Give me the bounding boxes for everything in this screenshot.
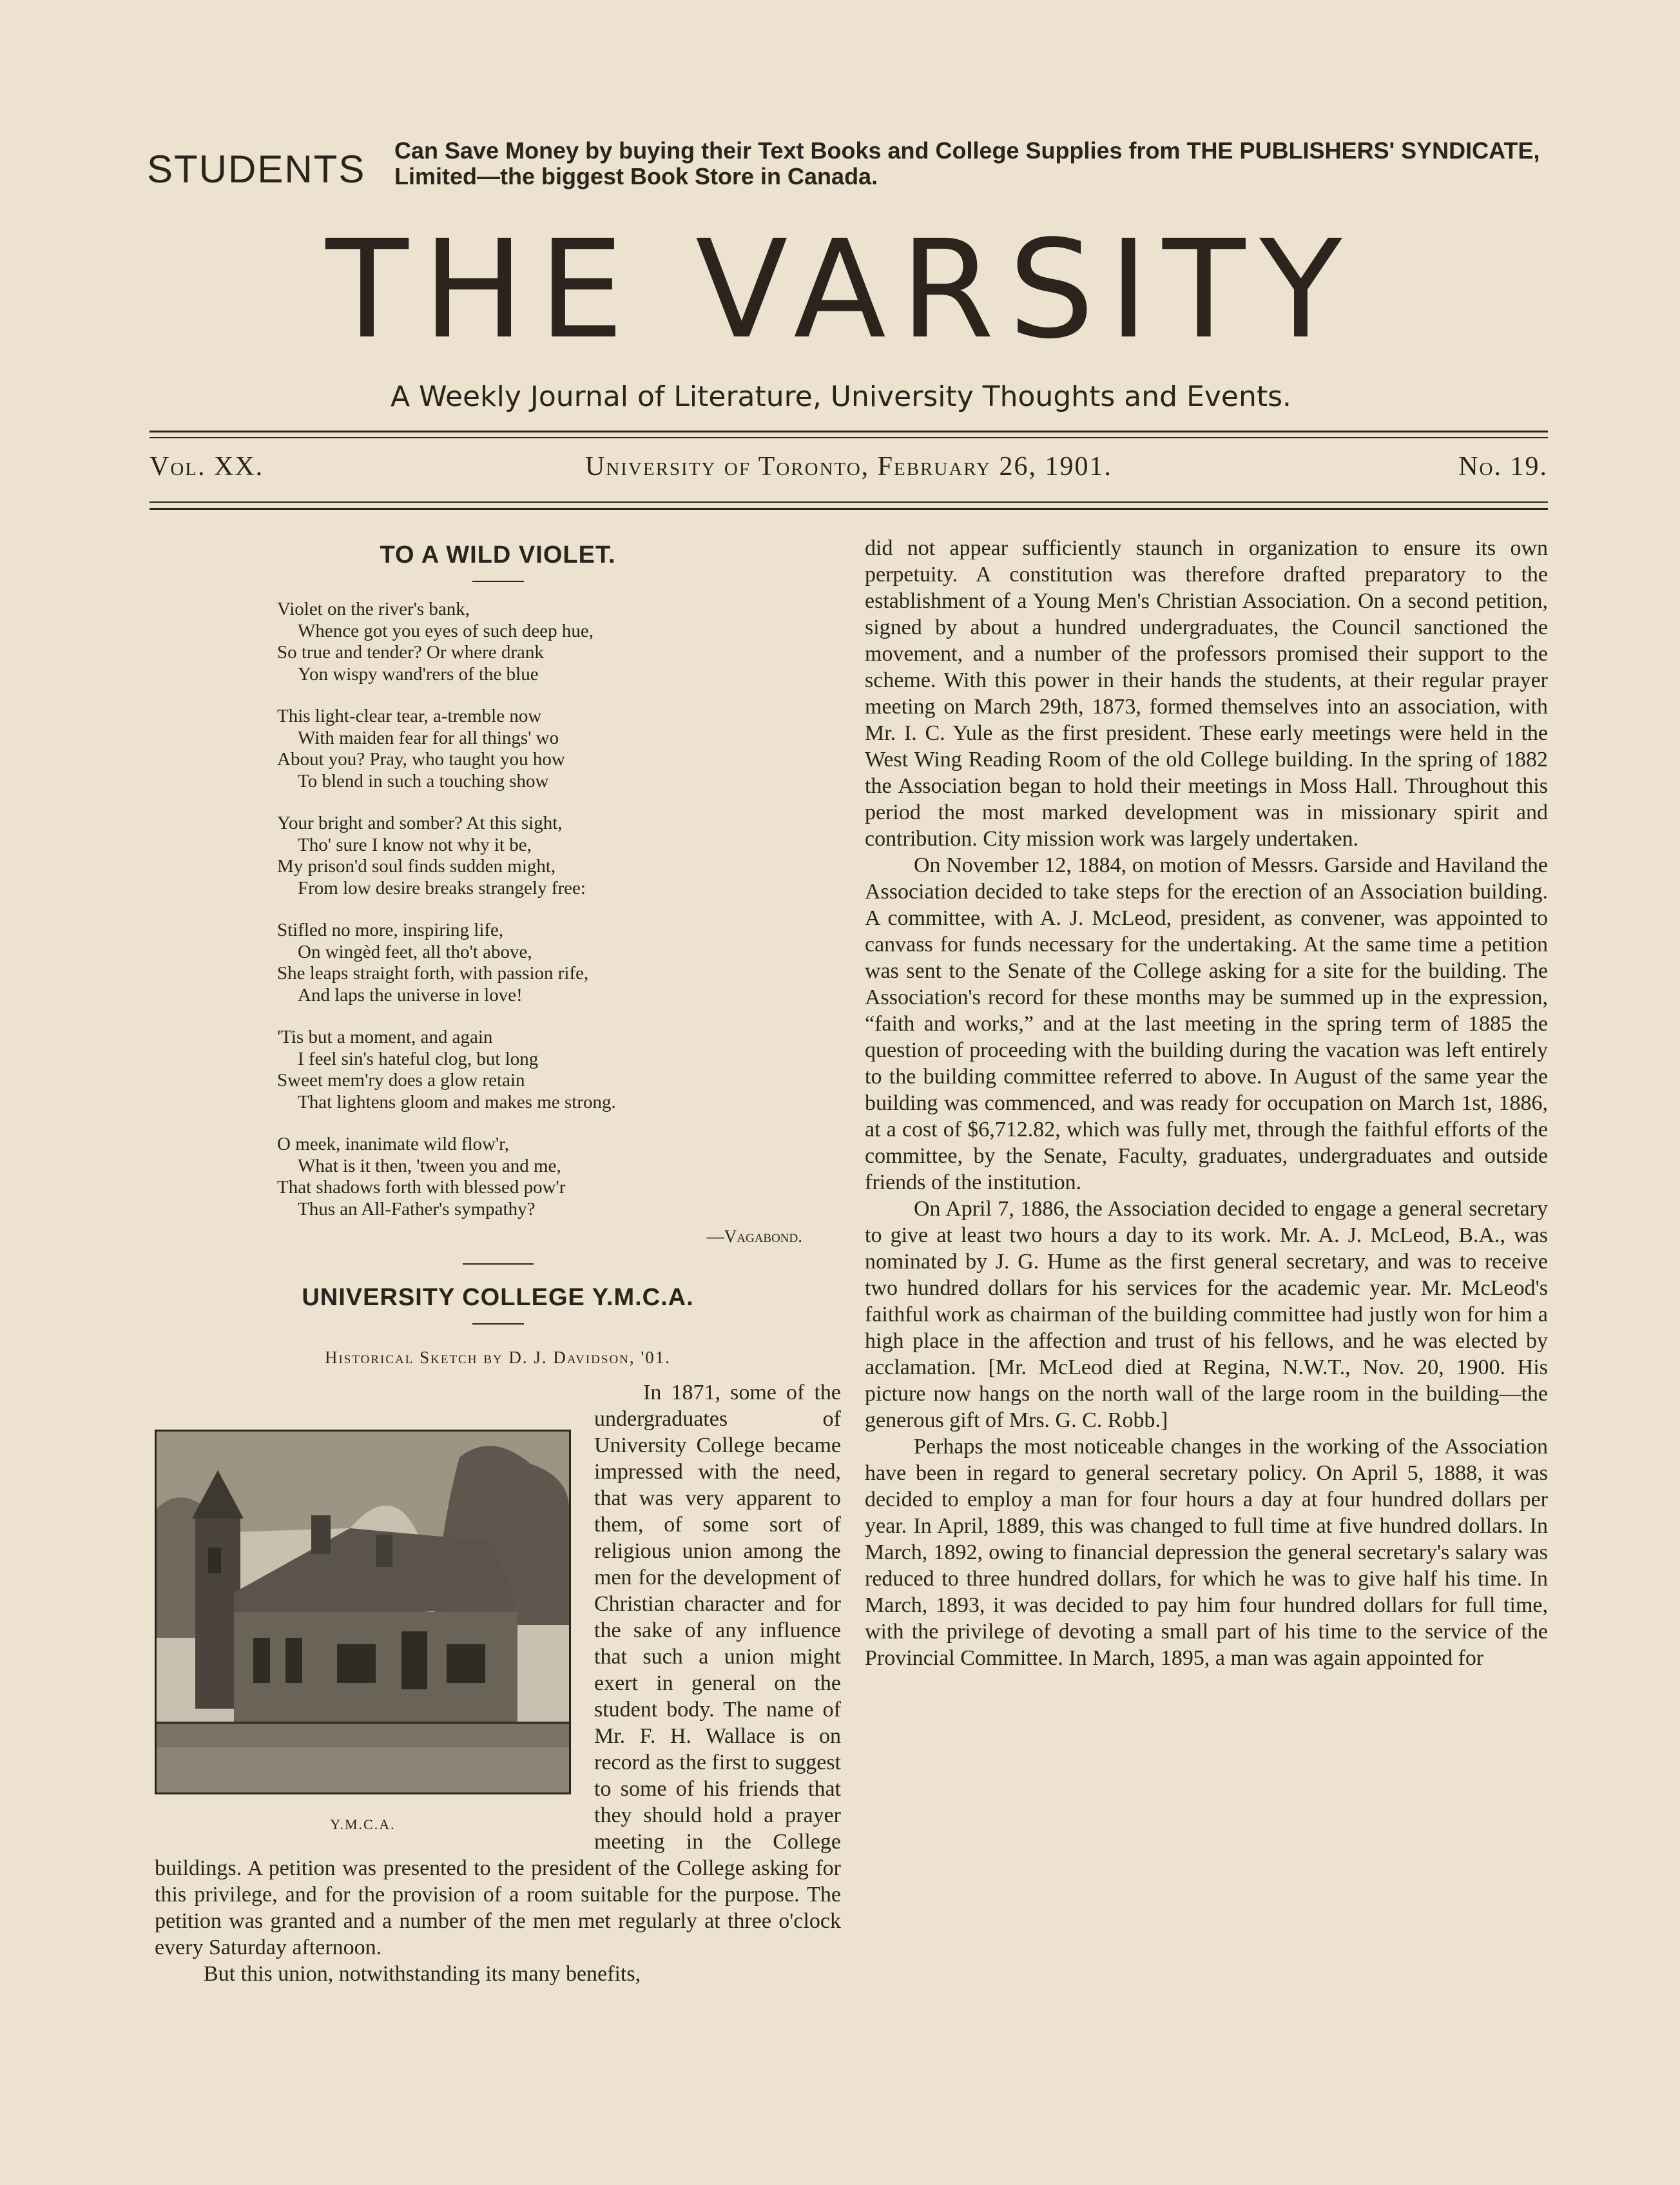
issue-place-date: University of Toronto, February 26, 1901. [585,452,1112,481]
poem-stanza [277,813,841,899]
poem-stanza [277,706,841,792]
poem-line: Sweet mem'ry does a glow retain [277,1070,525,1091]
poem-stanza [277,599,841,685]
poem-line: 'Tis but a moment, and again [277,1027,493,1047]
masthead-title: THE VARSITY [325,211,1357,369]
poem-line: O meek, inanimate wild flow'r, [277,1134,510,1154]
poem-line: On wingèd feet, all tho't above, [298,941,532,962]
advertisement-banner [147,135,1552,193]
article-paragraph: On April 7, 1886, the Association decided to engage a general secretary to give at least two hours a day to its work. Mr. A. J. McLeod, B.A., was nominated by J. G. Hume as the first general secretary, and was to receive two hundred dollars for his services for the academic year. Mr. McLeod's faithful work as chairman of the building committee had justly won for him a high place in the affection and trust of his fellows, and he was elected by acclamation. [Mr. McLeod died at Regina, N.W.T., Nov. 20, 1900. His picture now hangs on the north wall of the large room in the building—the generous gift of Mrs. G. C. Robb.] [865,1197,1548,1432]
issue-line [150,451,1548,490]
poem-line: My prison'd soul finds sudden might, [277,856,556,877]
header-rule-bottom [150,508,1548,510]
article-title: UNIVERSITY COLLEGE Y.M.C.A. [302,1284,694,1311]
poem-stanza [277,1027,841,1113]
poem-line: This light-clear tear, a-tremble now [277,706,542,726]
poem-line: About you? Pray, who taught you how [277,749,565,770]
article-paragraph: Perhaps the most noticeable changes in the working of the Association have been in regard to general secretary policy. On April 5, 1888, it was decided to employ a man for four hours a day at four hundred dollars per year. In April, 1889, this was changed to full time at five hundred dollars. In March, 1892, owing to financial depression the general secretary's salary was reduced to three hundred dollars, for which he was to give half his time. In March, 1893, it was decided to pay him four hundred dollars for full time, with the privilege of devoting a small part of his time to the service of the Provincial Committee. In March, 1895, a man was again appointed for [865,1435,1548,1670]
ymca-building-photo [155,1430,571,1794]
figure-caption: Y.M.C.A. [330,1816,396,1832]
advertisement-text: Can Save Money by buying their Text Books and College Supplies from THE PUBLISHERS' SYNDICATE, Limited—the biggest Book Store in Canada. [394,137,1540,189]
poem-line: Thus an All-Father's sympathy? [298,1198,536,1219]
advertisement-lead: STUDENTS [147,148,366,191]
poem-line: I feel sin's hateful clog, but long [298,1048,539,1069]
article-body-left [155,1379,841,1987]
poem-line: That lightens gloom and makes me strong. [298,1091,616,1112]
poem-line: She leaps straight forth, with passion rife, [277,963,589,984]
poem-line: To blend in such a touching show [298,770,549,791]
poem-stanza [277,920,841,1006]
poem-author: —Vagabond. [706,1227,802,1246]
article-paragraph: But this union, notwithstanding its many benefits, [204,1962,641,1986]
header-rule-top [150,431,1548,432]
ymca-figure [155,1430,571,1838]
poem-line: What is it then, 'tween you and me, [298,1155,561,1176]
article-title-rule [472,1323,524,1325]
poem-line: Whence got you eyes of such deep hue, [298,620,594,641]
poem-body [277,599,841,1220]
article-paragraph: On November 12, 1884, on motion of Messrs. Garside and Haviland the Association decided to take steps for the erection of an Association building. A committee, with A. J. McLeod, president, as convener, was appointed to canvass for funds necessary for the undertaking. At the same time a petition was sent to the Senate of the College asking for a site for the building. The Association's record for these months may be summed up in the expression, “faith and works,” and at the last meeting in the spring term of 1885 the question of proceeding with the building during the vacation was left entirely to the building committee referred to above. In August of the same year the building was commenced, and was ready for occupation on March 1st, 1886, at a cost of $6,712.82, which was fully met, through the faithful efforts of the committee, by the Senate, Faculty, graduates, undergraduates and outside friends of the institution. [865,853,1548,1194]
issue-volume: Vol. XX. [150,452,264,481]
header-rule-bottom-inner [150,501,1548,503]
poem-line: So true and tender? Or where drank [277,642,544,663]
issue-number: No. 19. [1458,452,1548,481]
masthead-tagline: A Weekly Journal of Literature, University Thoughts and Events. [390,380,1292,413]
poem-line: With maiden fear for all things' wo [298,727,559,748]
poem-line: Stifled no more, inspiring life, [277,920,504,940]
building-illustration [157,1432,569,1792]
section-divider [463,1263,534,1265]
poem-line: Tho' sure I know not why it be, [298,834,532,855]
article-byline: Historical Sketch by D. J. Davidson, '01. [324,1348,671,1367]
poem-line: Your bright and somber? At this sight, [277,813,563,833]
poem-line: That shadows forth with blessed pow'r [277,1177,566,1198]
article-paragraph: did not appear sufficiently staunch in organization to ensure its own perpetuity. A constitution was therefore drafted preparatory to the establishment of a Young Men's Christian Association. On a second petition, signed by about a hundred undergraduates, the Council sanctioned the movement, and a number of the professors promised their support to the scheme. With this power in their hands the students, at their regular prayer meeting on March 29th, 1873, formed themselves into an association, with Mr. I. C. Yule as the first president. These early meetings were held in the West Wing Reading Room of the old College building. In the spring of 1882 the Association began to hold their meetings in Moss Hall. Throughout this period the most marked development was in missionary spirit and contribution. City mission work was largely undertaken. [865,536,1548,851]
poem-line: From low desire breaks strangely free: [298,877,586,898]
poem-title: TO A WILD VIOLET. [380,541,616,568]
header-rule-top-inner [150,437,1548,438]
poem-stanza [277,1134,841,1220]
poem-line: Violet on the river's bank, [277,599,470,619]
right-column [865,535,1548,1671]
article-paragraph: In 1871, some of the undergraduates of University College became impressed with the need, that was very apparent to them, of some sort of religious union among the men for the development of Christian character and for the sake of any influence that such a union might exert in general on the student body. The name of Mr. F. H. Wallace is on record as the first to suggest to some of his friends that they should hold a prayer meeting in the College buildings. A petition was presented to the president of the College asking for this privilege, and for the provision of a room suitable for the purpose. The petition was granted and a number of the men met regularly at three o'clock every Saturday afternoon. [155,1381,841,1959]
poem-title-rule [472,581,524,582]
left-column [155,541,841,1987]
poem-line: And laps the universe in love! [298,984,523,1005]
poem-line: Yon wispy wand'rers of the blue [298,663,539,685]
